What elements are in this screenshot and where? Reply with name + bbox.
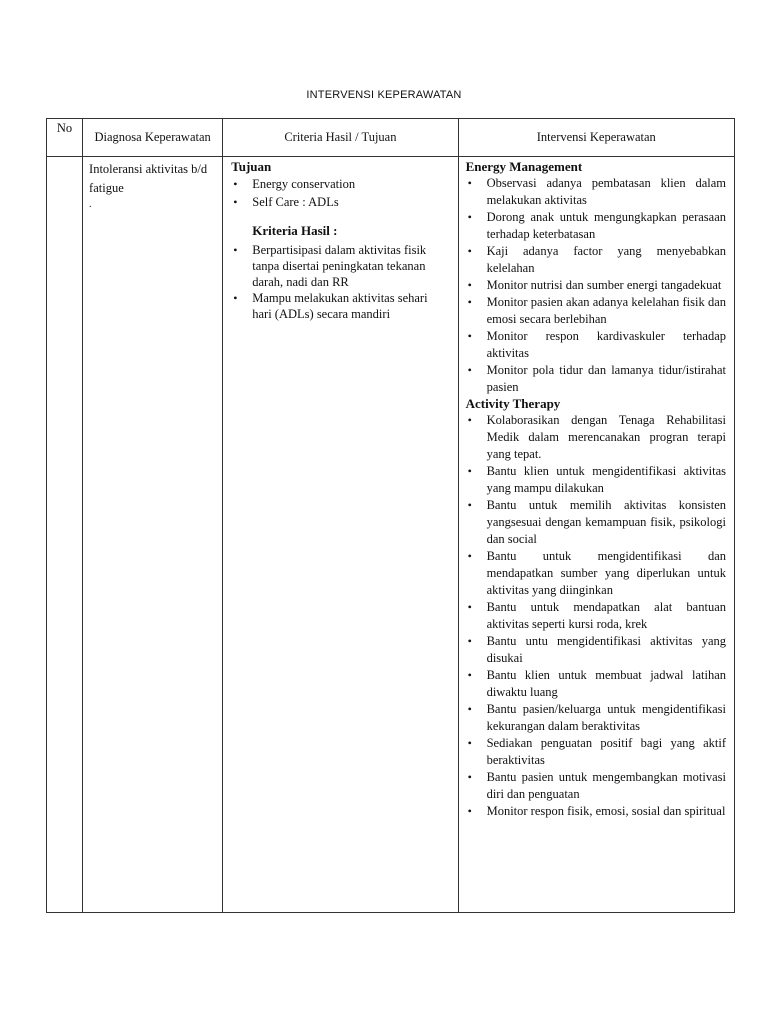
- list-item: [466, 362, 726, 396]
- list-item-text: Bantu untuk mengidentifikasi dan mendapatkan sumber yang diperlukan untuk aktivitas yang diinginkan: [486, 549, 726, 597]
- bullet-icon: •: [467, 464, 472, 478]
- bullet-icon: •: [467, 244, 472, 258]
- bullet-icon: •: [467, 702, 472, 716]
- list-item: [466, 243, 726, 277]
- list-item: [231, 242, 449, 290]
- list-item-text: Dorong anak untuk mengungkapkan perasaan terhadap keterbatasan: [486, 210, 726, 241]
- bullet-icon: •: [467, 600, 472, 614]
- list-item: [466, 769, 726, 803]
- list-item: [466, 209, 726, 243]
- header-no: No: [47, 119, 83, 157]
- cell-intervensi: [458, 157, 734, 913]
- diagnosa-text: Intoleransi aktivitas b/d fatigue: [89, 162, 208, 195]
- list-item-text: Monitor respon fisik, emosi, sosial dan spiritual: [486, 804, 726, 818]
- list-item: [466, 412, 726, 463]
- list-item: [231, 290, 449, 322]
- bullet-icon: •: [467, 329, 472, 343]
- tujuan-title: Tujuan: [231, 159, 272, 174]
- activity-therapy-list: [466, 412, 726, 820]
- cell-criteria: [223, 157, 458, 913]
- list-item-text: Bantu untuk memilih aktivitas konsisten yangsesuai dengan kemampuan fisik, psikologi dan social: [486, 498, 726, 546]
- diagnosa-mark: .: [89, 199, 92, 210]
- bullet-icon: •: [467, 498, 472, 512]
- list-item-text: Monitor respon kardivaskuler terhadap aktivitas: [486, 329, 726, 360]
- bullet-icon: •: [467, 413, 472, 427]
- bullet-icon: •: [467, 363, 472, 377]
- list-item-text: Berpartisipasi dalam aktivitas fisik tanpa disertai peningkatan tekanan darah, nadi dan RR: [252, 243, 427, 289]
- bullet-icon: •: [467, 804, 472, 818]
- list-item-text: Kolaborasikan dengan Tenaga Rehabilitasi Medik dalam merencanakan progran terapi yang tepat.: [486, 413, 726, 461]
- intervention-table: [46, 118, 735, 913]
- bullet-icon: •: [233, 195, 238, 209]
- list-item-text: Bantu pasien/keluarga untuk mengidentifikasi kekurangan dalam beraktivitas: [486, 702, 726, 733]
- bullet-icon: •: [467, 295, 472, 309]
- list-item-text: Bantu klien untuk membuat jadwal latihan diwaktu luang: [486, 668, 726, 699]
- list-item: [466, 735, 726, 769]
- activity-therapy-title: Activity Therapy: [465, 396, 561, 411]
- list-item-text: Bantu untuk mendapatkan alat bantuan aktivitas seperti kursi roda, krek: [486, 600, 726, 631]
- list-item-text: Mampu melakukan aktivitas sehari hari (ADLs) secara mandiri: [252, 291, 428, 321]
- list-item-text: Bantu untu mengidentifikasi aktivitas yang disukai: [486, 634, 726, 665]
- list-item-text: Kaji adanya factor yang menyebabkan kelelahan: [486, 244, 726, 275]
- bullet-icon: •: [467, 770, 472, 784]
- header-intervensi: Intervensi Keperawatan: [458, 119, 734, 157]
- bullet-icon: •: [467, 278, 472, 292]
- bullet-icon: •: [467, 176, 472, 190]
- list-item: [466, 497, 726, 548]
- list-item: [466, 294, 726, 328]
- cell-no: [47, 157, 83, 913]
- list-item-text: Monitor nutrisi dan sumber energi tangadekuat: [486, 278, 722, 292]
- list-item: [466, 701, 726, 735]
- energy-management-list: [466, 175, 726, 396]
- list-item-text: Monitor pasien akan adanya kelelahan fisik dan emosi secara berlebihan: [486, 295, 726, 326]
- list-item: [466, 463, 726, 497]
- list-item: [231, 176, 449, 193]
- header-diagnosa: Diagnosa Keperawatan: [83, 119, 223, 157]
- list-item-text: Self Care : ADLs: [252, 195, 339, 209]
- page-title: INTERVENSI KEPERAWATAN: [306, 89, 462, 101]
- list-item-text: Sediakan penguatan positif bagi yang aktif beraktivitas: [486, 736, 726, 767]
- energy-management-title: Energy Management: [465, 159, 583, 174]
- list-item: [231, 194, 449, 211]
- table-row: [47, 157, 735, 913]
- bullet-icon: •: [233, 177, 238, 191]
- bullet-icon: •: [467, 549, 472, 563]
- list-item-text: Energy conservation: [252, 177, 356, 191]
- bullet-icon: •: [233, 243, 238, 257]
- list-item: [466, 667, 726, 701]
- list-item: [466, 175, 726, 209]
- list-item: [466, 277, 726, 294]
- bullet-icon: •: [467, 668, 472, 682]
- kriteria-list: [231, 242, 449, 322]
- tujuan-list: [231, 176, 449, 211]
- list-item: [466, 548, 726, 599]
- bullet-icon: •: [467, 634, 472, 648]
- bullet-icon: •: [467, 736, 472, 750]
- kriteria-title: Kriteria Hasil :: [252, 223, 338, 238]
- cell-diagnosa: [83, 157, 223, 913]
- header-criteria: Criteria Hasil / Tujuan: [223, 119, 458, 157]
- list-item-text: Observasi adanya pembatasan klien dalam melakukan aktivitas: [486, 176, 726, 207]
- list-item: [466, 633, 726, 667]
- list-item: [466, 803, 726, 820]
- bullet-icon: •: [467, 210, 472, 224]
- list-item-text: Monitor pola tidur dan lamanya tidur/istirahat pasien: [486, 363, 726, 394]
- table-header-row: [47, 119, 735, 157]
- list-item-text: Bantu klien untuk mengidentifikasi aktivitas yang mampu dilakukan: [486, 464, 726, 495]
- list-item-text: Bantu pasien untuk mengembangkan motivasi diri dan penguatan: [486, 770, 726, 801]
- list-item: [466, 599, 726, 633]
- bullet-icon: •: [233, 291, 238, 305]
- list-item: [466, 328, 726, 362]
